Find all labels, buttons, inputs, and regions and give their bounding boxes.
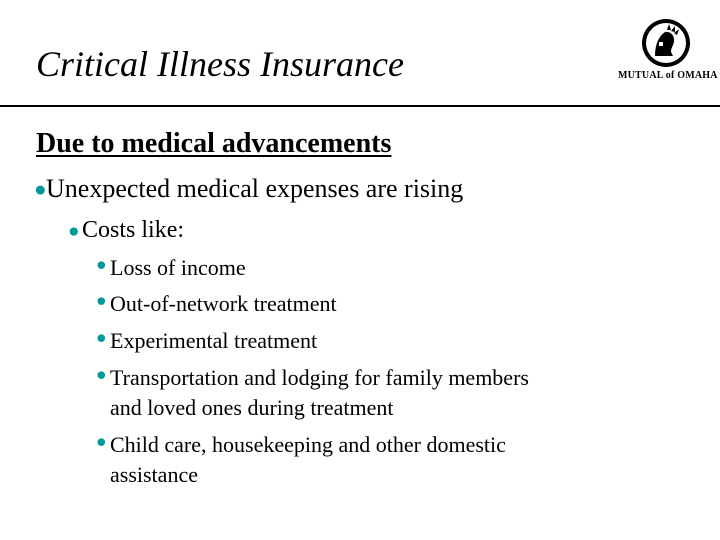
bullet-icon: ● bbox=[96, 364, 107, 384]
bullet-icon: ● bbox=[96, 431, 107, 451]
bullet-text: Child care, housekeeping and other domestic bbox=[110, 432, 506, 457]
title-divider bbox=[0, 105, 720, 107]
bullet-item-experimental bbox=[96, 326, 318, 356]
bullet-text: Transportation and lodging for family members bbox=[110, 365, 529, 390]
bullet-icon: ● bbox=[34, 178, 47, 201]
bullet-item-loss-of-income bbox=[96, 253, 246, 283]
bullet-level2 bbox=[68, 217, 185, 244]
bullet-item-transportation bbox=[96, 363, 529, 393]
bullet-text: Loss of income bbox=[110, 255, 246, 280]
bullet-item-out-of-network bbox=[96, 289, 337, 319]
bullet-icon: ● bbox=[96, 254, 107, 274]
bullet-text: Costs like: bbox=[82, 217, 185, 243]
slide-title: Critical Illness Insurance bbox=[36, 44, 404, 84]
bullet-item-child-care-continued: assistance bbox=[110, 462, 198, 487]
bullet-icon: ● bbox=[68, 221, 80, 242]
logo-wordmark: MUTUAL of OMAHA bbox=[618, 70, 718, 81]
bullet-icon: ● bbox=[96, 290, 107, 310]
bullet-level1 bbox=[34, 174, 464, 204]
indian-head-icon bbox=[641, 18, 691, 68]
company-logo bbox=[618, 18, 718, 86]
bullet-item-transportation-continued: and loved ones during treatment bbox=[110, 395, 394, 420]
bullet-item-child-care bbox=[96, 430, 506, 460]
section-heading: Due to medical advancements bbox=[36, 128, 392, 159]
bullet-text: Out-of-network treatment bbox=[110, 291, 337, 316]
bullet-text: Unexpected medical expenses are rising bbox=[46, 174, 464, 203]
bullet-text: Experimental treatment bbox=[110, 328, 318, 353]
bullet-icon: ● bbox=[96, 327, 107, 347]
